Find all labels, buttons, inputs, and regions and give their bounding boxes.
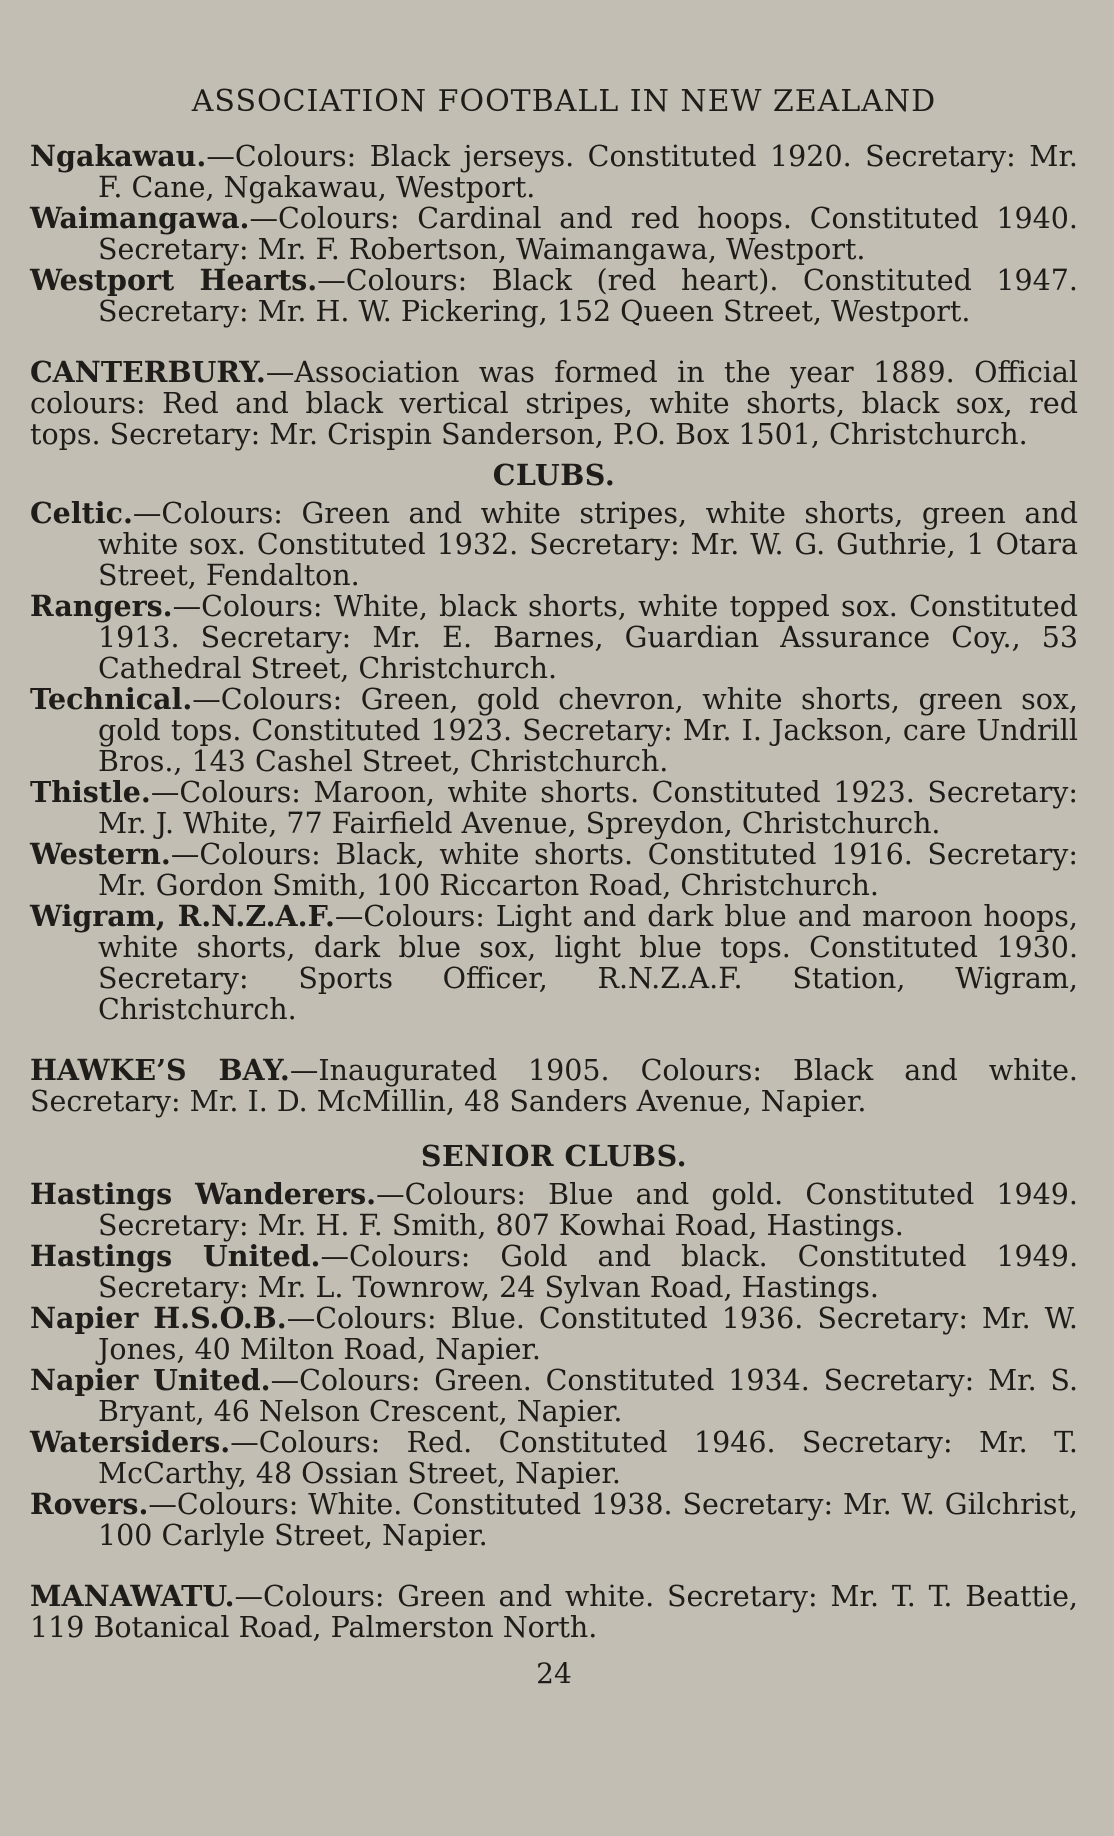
club-entry-napier-united	[30, 1365, 1078, 1427]
club-name: Celtic.	[30, 496, 133, 530]
club-name: Hastings United.	[30, 1239, 321, 1273]
club-name: Waimangawa.	[30, 201, 250, 235]
club-details: —Colours: Black (red heart). Constituted 1947. Secretary: Mr. H. W. Pickering, 152 Queen Street, Westport.	[98, 264, 1078, 328]
club-details: —Colours: White, black shorts, white topped sox. Constituted 1913. Secretary: Mr. E. Barnes, Guardian Assurance Coy., 53 Cathedral Street, Christchurch.	[98, 590, 1078, 685]
club-entry-napier-hsob	[30, 1303, 1078, 1365]
club-name: Ngakawau.	[30, 139, 207, 173]
club-entry-hastings-wanderers	[30, 1179, 1078, 1241]
west-coast-club-list	[30, 141, 1078, 327]
club-details: —Colours: Blue. Constituted 1936. Secretary: Mr. W. Jones, 40 Milton Road, Napier.	[98, 1302, 1078, 1366]
association-details: —Inaugurated 1905. Colours: Black and white. Secretary: Mr. I. D. McMillin, 48 Sanders Avenue, Napier.	[30, 1054, 1078, 1118]
association-name: MANAWATU.	[30, 1579, 235, 1613]
section-heading-clubs: CLUBS.	[492, 458, 616, 492]
association-name: CANTERBURY.	[30, 355, 266, 389]
club-entry-westport-hearts	[30, 265, 1078, 327]
club-name: Watersiders.	[30, 1425, 231, 1459]
club-name: Wigram, R.N.Z.A.F.	[30, 899, 335, 933]
club-details: —Colours: Green. Constituted 1934. Secretary: Mr. S. Bryant, 46 Nelson Crescent, Napier.	[98, 1364, 1078, 1428]
association-name: HAWKE’S BAY.	[30, 1053, 290, 1087]
club-entry-rangers	[30, 591, 1078, 684]
association-hawkes-bay	[30, 1055, 1078, 1117]
club-name: Napier H.S.O.B.	[30, 1301, 287, 1335]
club-details: —Colours: Black, white shorts. Constituted 1916. Secretary: Mr. Gordon Smith, 100 Riccarton Road, Christchurch.	[98, 838, 1078, 902]
club-name: Rangers.	[30, 589, 173, 623]
association-details: —Colours: Green and white. Secretary: Mr. T. T. Beattie, 119 Botanical Road, Palmerston North.	[30, 1580, 1078, 1644]
section-heading-senior-clubs: SENIOR CLUBS.	[420, 1139, 688, 1173]
association-manawatu	[30, 1581, 1078, 1643]
club-name: Western.	[30, 837, 171, 871]
club-entry-thistle	[30, 777, 1078, 839]
running-head: ASSOCIATION FOOTBALL IN NEW ZEALAND	[191, 84, 937, 119]
association-details: —Association was formed in the year 1889. Official colours: Red and black vertical stripes, white shorts, black sox, red tops. Secretary: Mr. Crispin Sanderson, P.O. Box 1501, Christchurch.	[30, 356, 1078, 451]
association-canterbury	[30, 357, 1078, 450]
club-details: —Colours: Cardinal and red hoops. Constituted 1940. Secretary: Mr. F. Robertson, Waimangawa, Westport.	[98, 202, 1078, 266]
club-entry-watersiders	[30, 1427, 1078, 1489]
club-entry-western	[30, 839, 1078, 901]
club-entry-rovers	[30, 1489, 1078, 1551]
page-number: 24	[536, 1657, 572, 1690]
club-details: —Colours: Maroon, white shorts. Constituted 1923. Secretary: Mr. J. White, 77 Fairfield Avenue, Spreydon, Christchurch.	[98, 776, 1078, 840]
club-details: —Colours: White. Constituted 1938. Secretary: Mr. W. Gilchrist, 100 Carlyle Street, Napier.	[98, 1488, 1078, 1552]
club-entry-ngakawau	[30, 141, 1078, 203]
club-entry-waimangawa	[30, 203, 1078, 265]
club-details: —Colours: Black jerseys. Constituted 1920. Secretary: Mr. F. Cane, Ngakawau, Westport.	[98, 140, 1078, 204]
hawkes-bay-club-list	[30, 1179, 1078, 1551]
club-name: Hastings Wanderers.	[30, 1177, 377, 1211]
club-name: Westport Hearts.	[30, 263, 318, 297]
club-details: —Colours: Gold and black. Constituted 1949. Secretary: Mr. L. Townrow, 24 Sylvan Road, Hastings.	[98, 1240, 1078, 1304]
club-entry-technical	[30, 684, 1078, 777]
club-name: Napier United.	[30, 1363, 271, 1397]
club-name: Rovers.	[30, 1487, 149, 1521]
club-details: —Colours: Red. Constituted 1946. Secretary: Mr. T. McCarthy, 48 Ossian Street, Napier.	[98, 1426, 1078, 1490]
club-details: —Colours: Blue and gold. Constituted 1949. Secretary: Mr. H. F. Smith, 807 Kowhai Road, Hastings.	[98, 1178, 1078, 1242]
club-name: Technical.	[30, 682, 193, 716]
club-details: —Colours: Light and dark blue and maroon hoops, white shorts, dark blue sox, light blue tops. Constituted 1930. Secretary: Sports Officer, R.N.Z.A.F. Station, Wigram, Christchurch.	[98, 900, 1078, 1026]
club-entry-hastings-united	[30, 1241, 1078, 1303]
club-name: Thistle.	[30, 775, 151, 809]
club-entry-celtic	[30, 498, 1078, 591]
club-details: —Colours: Green and white stripes, white shorts, green and white sox. Constituted 1932. Secretary: Mr. W. G. Guthrie, 1 Otara Street, Fendalton.	[98, 497, 1078, 592]
club-details: —Colours: Green, gold chevron, white shorts, green sox, gold tops. Constituted 1923. Secretary: Mr. I. Jackson, care Undrill Bros., 143 Cashel Street, Christchurch.	[98, 683, 1078, 778]
canterbury-club-list	[30, 498, 1078, 1025]
club-entry-wigram	[30, 901, 1078, 1025]
